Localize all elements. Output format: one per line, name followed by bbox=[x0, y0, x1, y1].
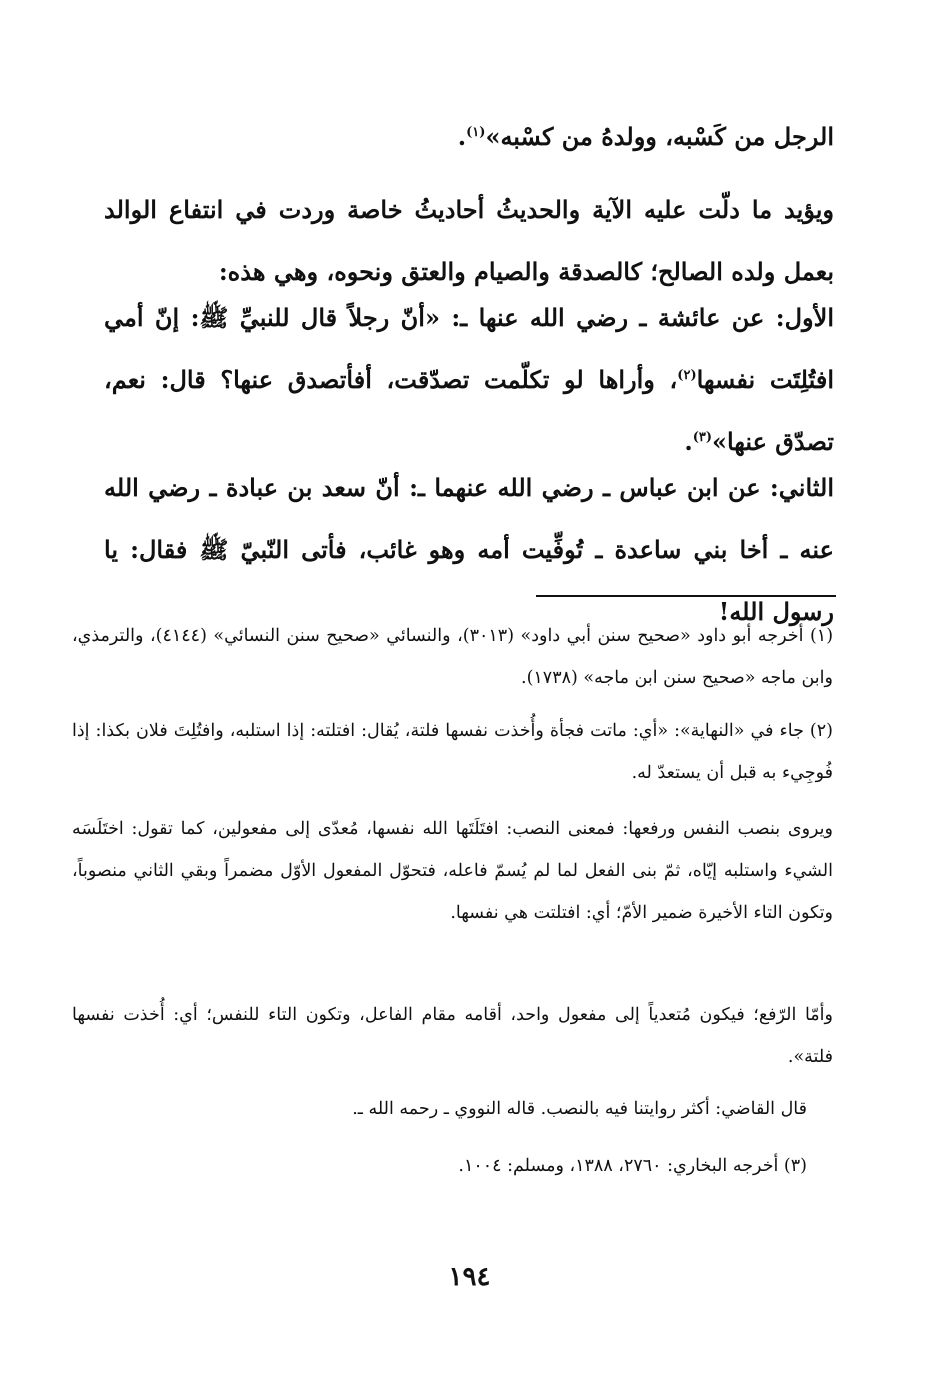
main-paragraph-2: ويؤيد ما دلّت عليه الآية والحديثُ أحاديثُ خاصة وردت في انتفاع الوالد بعمل ولده الصالح؛ كالصدقة والصيام والعتق ونحوه، وهي هذه: bbox=[104, 195, 834, 286]
main-paragraph-1-tail: . bbox=[457, 122, 467, 151]
footnote-2-part-1: (٢) جاء في «النهاية»: «أي: ماتت فجأة وأُخذت نفسها فلتة، يُقال: افتلته: إذا استلبه، وافتُلِتَ فلان بكذا: إذا فُوجِيء به قبل أن يستعدّ له. bbox=[72, 721, 833, 783]
main-paragraph-3-text-b: ، وأراها لو تكلّمت تصدّقت، أفأتصدق عنها؟ قال: نعم، تصدّق عنها» bbox=[104, 365, 834, 456]
footnote-2-part-4: قال القاضي: أكثر روايتنا فيه بالنصب. قاله النووي ـ رحمه الله ـ. bbox=[352, 1099, 807, 1119]
main-paragraph-3-tail: . bbox=[684, 427, 693, 456]
footnote-ref-1: (١) bbox=[466, 125, 486, 140]
footnote-ref-3: (٣) bbox=[692, 430, 712, 445]
footnote-1: (١) أخرجه أبو داود «صحيح سنن أبي داود» (٣٠١٣)، والنسائي «صحيح سنن النسائي» (٤١٤٤)، والترمذي، وابن ماجه «صحيح سنن ابن ماجه» (١٧٣٨). bbox=[72, 626, 834, 688]
main-paragraph-1 bbox=[104, 106, 834, 168]
main-paragraph-3 bbox=[104, 287, 834, 473]
footnote-ref-2: (٢) bbox=[677, 368, 697, 383]
main-paragraph-3-text-a: الأول: عن عائشة ـ رضي الله عنها ـ: «أنّ رجلاً قال للنبيِّ ﷺ: إنّ أمي افتُلِتَت نفسها bbox=[104, 303, 834, 394]
main-paragraph-4: الثاني: عن ابن عباس ـ رضي الله عنهما ـ: أنّ سعد بن عبادة ـ رضي الله عنه ـ أخا بني ساعدة ـ تُوفِّيت أمه وهو غائب، فأتى النّبيّ ﷺ فقال: يا رسول الله! bbox=[104, 473, 834, 626]
page-number: ١٩٤ bbox=[448, 1262, 491, 1292]
main-paragraph-1-text: الرجل من كَسْبه، وولدهُ من كسْبه» bbox=[485, 122, 834, 151]
footnote-2-part-2: ويروى بنصب النفس ورفعها: فمعنى النصب: افتَلَتَها الله نفسها، مُعدّى إلى مفعولين، كما تقول: اختَلَسَه الشيء واستلبه إيّاه، ثمّ بنى الفعل لما لم يُسمّ فاعله، فتحوّل المفعول الأوّل مضمراً وبقي الثاني منصوباً، وتكون التاء الأخيرة ضمير الأمّ؛ أي: افتلتت هي نفسها. bbox=[72, 819, 833, 923]
footnote-3: (٣) أخرجه البخاري: ٢٧٦٠، ١٣٨٨، ومسلم: ١٠٠٤. bbox=[458, 1156, 807, 1176]
footnote-2-part-3: وأمّا الرّفع؛ فيكون مُتعدياً إلى مفعول واحد، أقامه مقام الفاعل، وتكون التاء للنفس؛ أي: أُخذت نفسها فلتة». bbox=[72, 1005, 833, 1067]
footnote-divider bbox=[536, 595, 836, 597]
